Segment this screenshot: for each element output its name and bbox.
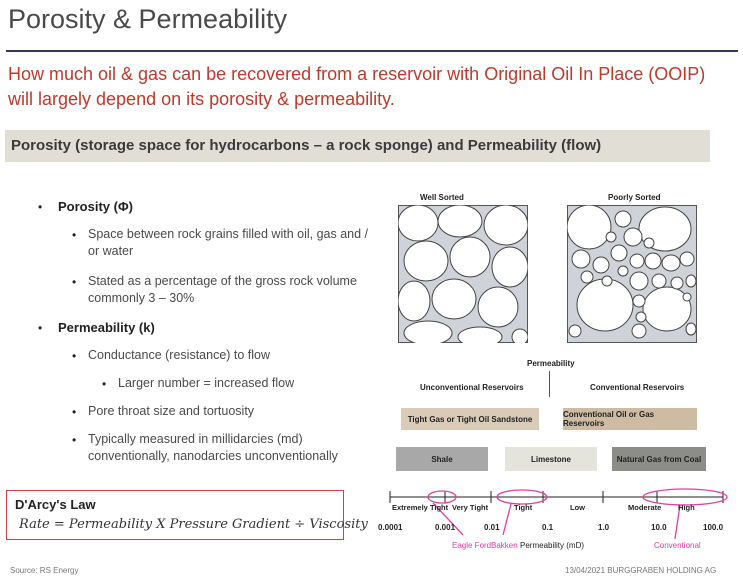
eagle-ford-label: Eagle Ford [452, 541, 492, 550]
section-band [5, 130, 710, 162]
scale-tick-label: 0.1 [542, 523, 554, 532]
bullet-dot: • [102, 377, 107, 391]
bullet-porosity: Porosity (Φ) [58, 199, 133, 214]
bullet-dot: • [38, 321, 43, 335]
bullet-dot: • [72, 349, 77, 363]
tight-gas-tile: Tight Gas or Tight Oil Sandstone [401, 408, 539, 430]
scale-tick-label: 0.0001 [378, 523, 403, 532]
scale-tick-label: 10.0 [651, 523, 667, 532]
title-divider [6, 50, 738, 52]
shale-tile: Shale [396, 447, 488, 471]
scale-cat-extremely-tight: Extremely Tight [392, 503, 449, 512]
bullet-perm-sub3: Typically measured in millidarcies (md) conventionally, nanodarcies unconventionally [88, 432, 338, 463]
bullet-dot: • [72, 433, 77, 447]
scale-cat-high: High [678, 503, 695, 512]
conventional-caption: Conventional Reservoirs [590, 383, 685, 392]
conventional-oil-gas-tile: Conventional Oil or Gas Reservoirs [563, 408, 697, 430]
poorly-sorted-caption: Poorly Sorted [608, 193, 661, 202]
darcy-law-box [6, 490, 368, 540]
darcy-law-label: D'Arcy's Law [15, 497, 96, 512]
scale-cat-low: Low [570, 503, 585, 512]
bakken-label: Bakken [491, 541, 518, 550]
bullet-perm-sub1a: Larger number = increased flow [118, 376, 295, 390]
section-band-text: Porosity (storage space for hydrocarbons – a rock sponge) and Permeability (flow) [11, 137, 602, 154]
permeability-caption: Permeability [527, 359, 575, 368]
tree-divider [549, 371, 550, 397]
unconventional-caption: Unconventional Reservoirs [420, 383, 524, 392]
well-sorted-grains-diagram [398, 205, 528, 343]
bullet-dot: • [72, 228, 77, 242]
footer-date-company: 13/04/2021 BURGGRABEN HOLDING AG [565, 566, 717, 575]
bullet-perm-sub1: Conductance (resistance) to flow [88, 348, 271, 362]
scale-tick-label: 0.01 [484, 523, 500, 532]
well-sorted-caption: Well Sorted [420, 193, 464, 202]
scale-cat-very-tight: Very Tight [452, 503, 489, 512]
darcy-law-equation: Rate = Permeability X Pressure Gradient ÷ Viscosity [19, 517, 368, 532]
bullet-perm-sub2: Pore throat size and tortuosity [88, 404, 255, 418]
footer-source: Source: RS Energy [10, 566, 79, 575]
limestone-tile: Limestone [505, 447, 597, 471]
page-title: Porosity & Permeability [8, 4, 288, 34]
conventional-scale-label: Conventional [654, 541, 701, 550]
bullet-porosity-sub2: Stated as a percentage of the gross rock volume commonly 3 – 30% [88, 274, 357, 305]
scale-axis-label: Permeability (mD) [520, 541, 585, 550]
bullet-dot: • [72, 405, 77, 419]
bullet-dot: • [72, 275, 77, 289]
scale-cat-tight: Tight [514, 503, 533, 512]
poorly-sorted-grains-diagram [567, 205, 697, 343]
bullet-dot: • [38, 200, 43, 214]
bullet-permeability: Permeability (k) [58, 320, 155, 335]
natural-gas-coal-tile: Natural Gas from Coal [612, 447, 706, 471]
lead-text: How much oil & gas can be recovered from a reservoir with Original Oil In Place (OOIP) will largely depend on its porosity & permeability. [8, 64, 706, 109]
scale-cat-moderate: Moderate [628, 503, 662, 512]
scale-tick-label: 100.0 [703, 523, 724, 532]
scale-tick-label: 1.0 [598, 523, 610, 532]
bullet-porosity-sub1: Space between rock grains filled with oil, gas and / or water [88, 227, 369, 258]
scale-tick-label: 0.001 [435, 523, 456, 532]
